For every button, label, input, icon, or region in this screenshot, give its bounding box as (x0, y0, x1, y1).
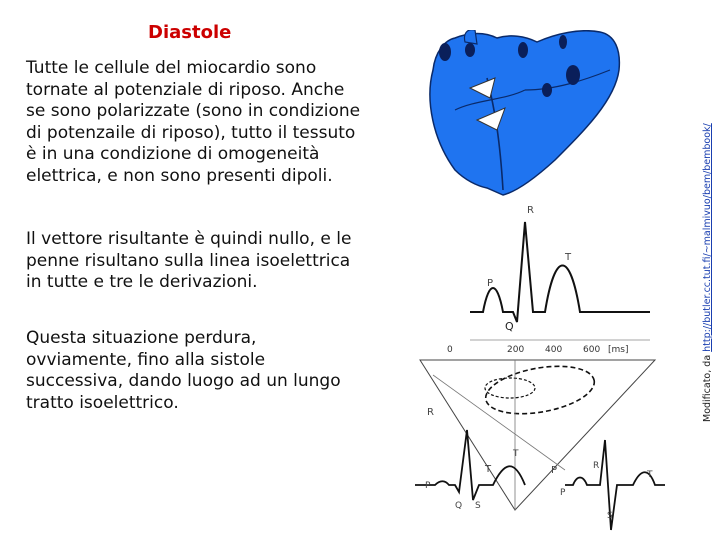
ecg-label-t: T (565, 252, 572, 263)
heart-ecg-figure (415, 30, 705, 540)
ecg-axis-0: 0 (447, 345, 453, 355)
bottom-label-p-right: P (560, 488, 566, 498)
slide-title: Diastole (148, 22, 232, 43)
bottom-label-r-right: R (593, 461, 600, 471)
ecg-axis-400: 400 (545, 345, 563, 355)
bottom-label-q: Q (455, 501, 463, 511)
vector-label-p: P (551, 465, 558, 476)
paragraph-isoelectric-segment: Questa situazione perdura, ovviamente, fino alla sistole successiva, dando luogo ad un lungo tratto isoelettrico. (26, 328, 341, 413)
bottom-label-t-right: T (647, 470, 653, 480)
ecg-axis-unit: [ms] (608, 345, 629, 355)
ecg-trace (447, 205, 650, 355)
credit-link[interactable]: http://butler.cc.tut.fi/~malmivuo/bem/bembook/ (702, 123, 713, 352)
bottom-label-p: P (425, 481, 431, 491)
paragraph-null-vector: Il vettore risultante è quindi nullo, e le penne risultano sulla linea isoelettrica in tutte e tre le derivazioni. (26, 229, 352, 293)
vector-label-t: T (485, 464, 492, 475)
heart-ecg-diagram (415, 30, 705, 540)
ecg-axis-600: 600 (583, 345, 601, 355)
image-credit (702, 123, 713, 422)
paragraph-diastole-description: Tutte le cellule del miocardio sono tornate al potenziale di riposo. Anche se sono polarizzate (sono in condizione di potenzaile di riposo), tutto il tessuto è in una condizione di omogeneità elettrica, e non sono presenti dipoli. (26, 58, 361, 186)
ecg-label-r: R (527, 205, 534, 216)
bottom-label-t: T (513, 449, 519, 459)
bottom-label-s: S (475, 501, 481, 511)
vector-label-r: R (427, 407, 434, 418)
credit-prefix: Modificato, da (702, 351, 713, 422)
vector-loop-diagram (420, 359, 655, 510)
ecg-axis-200: 200 (507, 345, 525, 355)
ecg-label-q: Q (505, 320, 514, 333)
bottom-label-s-right: S (607, 511, 613, 521)
bottom-ecg-leads (415, 430, 665, 530)
ecg-label-p: P (487, 278, 494, 289)
heart-illustration (430, 30, 619, 195)
